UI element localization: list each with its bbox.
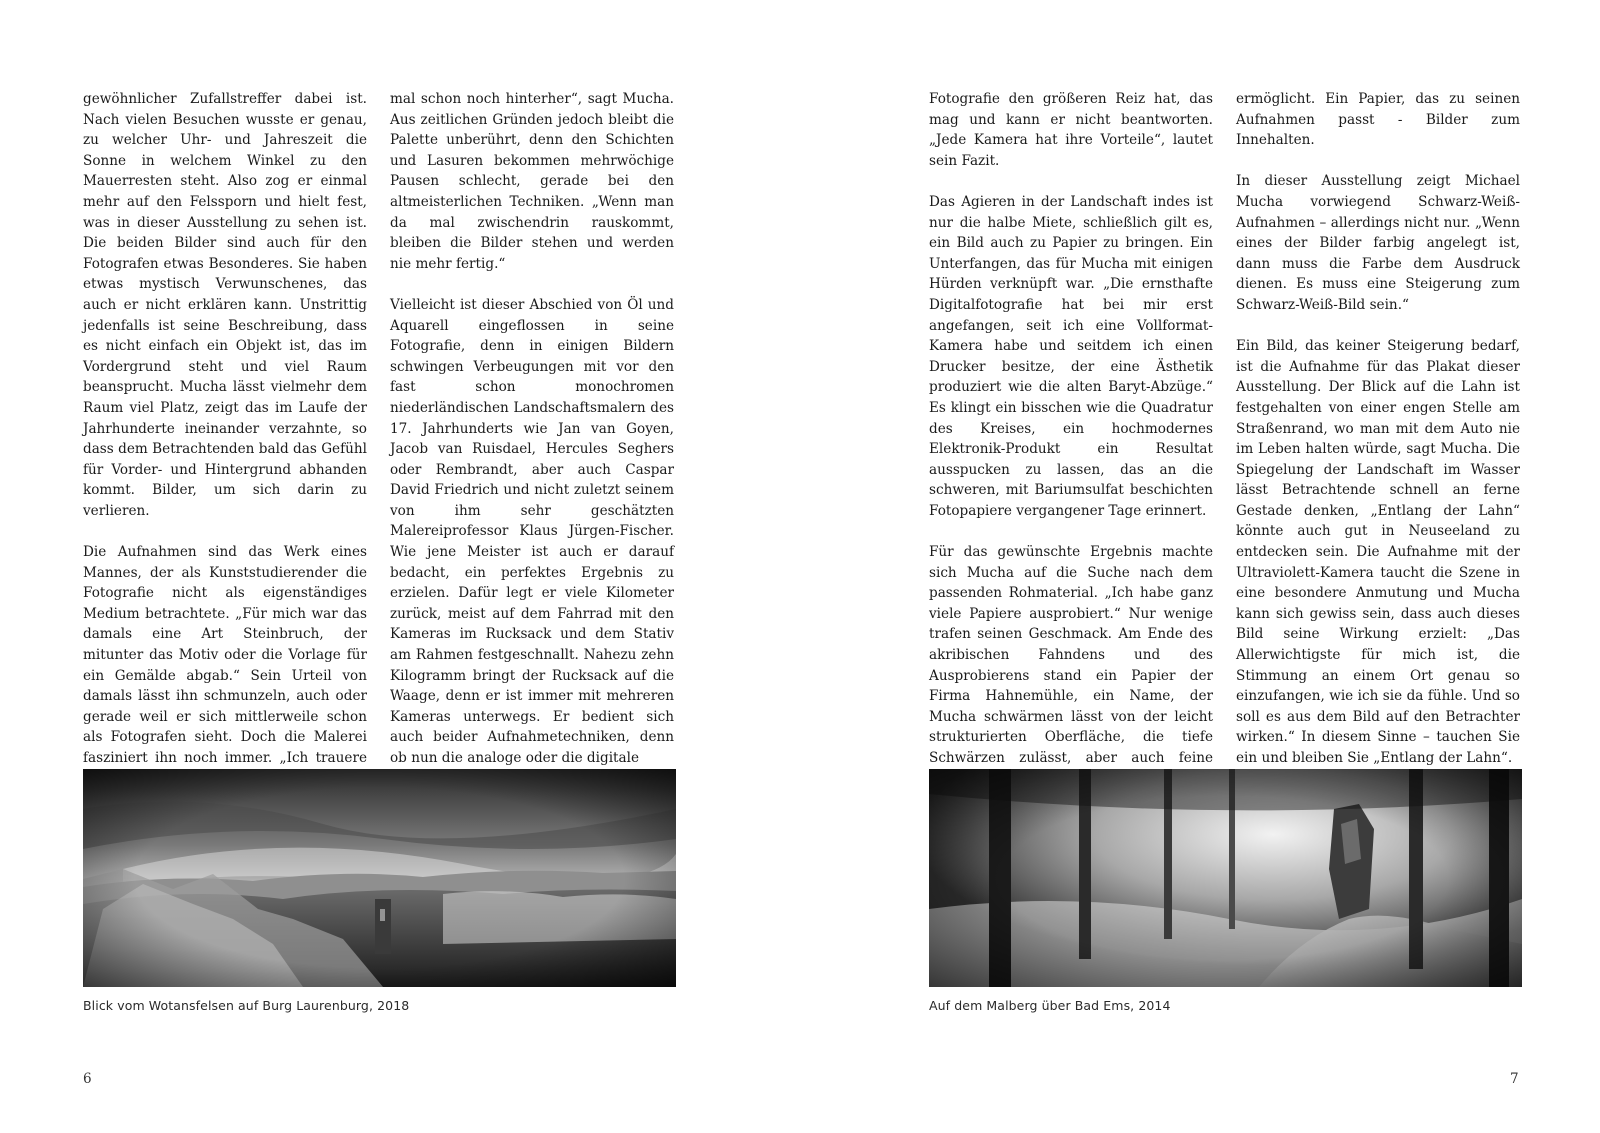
paragraph: ermöglicht. Ein Papier, das zu seinen Aufnahmen passt - Bilder zum Innehalten.	[1236, 91, 1520, 149]
paragraph: Die Aufnahmen sind das Werk eines Mannes, der als Kunststudierender die Fotografie nicht als eigenständiges Medium betrachtete. „Für mich war das damals eine Art Steinbruch, der mitunter das Motiv oder die Vorlage für ein Gemälde abgab.“ Sein Urteil von damals lässt ihn schmunzeln, auch oder gerade weil er sich mittlerweile schon als Fotografen sieht. Doch die Malerei fasziniert ihn noch immer. „Ich trauere	[83, 544, 367, 766]
left-page-column-2	[390, 89, 674, 769]
landscape-photo-burg-laurenburg	[83, 769, 676, 987]
paragraph: Für das gewünschte Ergebnis machte sich Mucha auf die Suche nach dem passenden Rohmaterial. „Ich habe ganz viele Papiere ausprobiert.“ Nur wenige trafen seinen Geschmack. Am Ende des akribischen Fahndens und des Ausprobierens stand ein Papier der Firma Hahnemühle, ein Name, der Mucha schwärmen lässt von der leicht strukturierten Oberfläche, die tiefe Schwärzen zulässt, aber auch feine	[929, 544, 1213, 766]
landscape-photo-image	[83, 769, 676, 987]
paragraph: Ein Bild, das keiner Steigerung bedarf, ist die Aufnahme für das Plakat dieser Ausstellung. Der Blick auf die Lahn ist festgehalten von einer engen Stelle am Straßenrand, wo man mit dem Auto nie im Leben halten würde, sagt Mucha. Die Spiegelung der Landschaft im Wasser lässt Betrachtende schnell an ferne Gestade denken, „Entlang der Lahn“ könnte auch gut in Neuseeland zu entdecken sein. Die Aufnahme mit der Ultraviolett-Kamera taucht die Szene in eine besondere Anmutung und Mucha kann sich gewiss sein, dass auch dieses Bild seine Wirkung erzielt: „Das Allerwichtigste für mich ist, die Stimmung an einem Ort genau so einzufangen, wie ich sie da fühle. Und so soll es aus dem Bild auf den Betrachter wirken.“ In diesem Sinne – tauchen Sie ein und bleiben Sie „Entlang der Lahn“.	[1236, 338, 1520, 766]
paragraph: In dieser Ausstellung zeigt Michael Mucha vorwiegend Schwarz-Weiß-Aufnahmen – allerdings nicht nur. „Wenn eines der Bilder farbig angelegt ist, dann muss die Farbe dem Ausdruck dienen. Es muss eine Steigerung zum Schwarz-Weiß-Bild sein.“	[1236, 173, 1520, 313]
paragraph: Das Agieren in der Landschaft indes ist nur die halbe Miete, schließlich gilt es, ein Bild auch zu Papier zu bringen. Ein Unterfangen, das für Mucha mit einigen Hürden verknüpft war. „Die ernsthafte Digitalfotografie hat bei mir erst angefangen, seit ich eine Vollformat-Kamera habe und seitdem ich einen Drucker besitze, der eine Ästhetik produziert wie die alten Baryt-Abzüge.“ Es klingt ein bisschen wie die Quadratur des Kreises, ein hochmodernes Elektronik-Produkt ein Resultat ausspucken zu lassen, das an die schweren, mit Bariumsulfat beschichten Fotopapiere vergangener Tage erinnert.	[929, 193, 1213, 519]
forest-photo-image	[929, 769, 1522, 987]
paragraph: mal schon noch hinterher“, sagt Mucha. Aus zeitlichen Gründen jedoch bleibt die Palette unberührt, denn den Schichten und Lasuren bekommen mehrwöchige Pausen schlecht, gerade bei den altmeisterlichen Techniken. „Wenn man da mal zwischendrin rauskommt, bleiben die Bilder stehen und werden nie mehr fertig.“	[390, 91, 674, 272]
right-page-column-2	[1236, 89, 1520, 769]
page-number-left: 6	[83, 1071, 92, 1087]
left-page-column-1	[83, 89, 367, 789]
paragraph: Fotografie den größeren Reiz hat, das mag und kann er nicht beantworten. „Jede Kamera hat ihre Vorteile“, lautet sein Fazit.	[929, 91, 1213, 169]
right-page-column-1	[929, 89, 1213, 789]
forest-photo-malberg	[929, 769, 1522, 987]
paragraph: gewöhnlicher Zufallstreffer dabei ist. Nach vielen Besuchen wusste er genau, zu welcher Uhr- und Jahreszeit die Sonne in welchem Winkel zu den Mauerresten steht. Also zog er einmal mehr auf den Felssporn und hielt fest, was in dieser Ausstellung zu sehen ist. Die beiden Bilder sind auch für den Fotografen etwas Besonderes. Sie haben etwas mystisch Verwunschenes, das auch er nicht erklären kann. Unstrittig jedenfalls ist seine Beschreibung, dass es nicht einfach ein Objekt ist, das im Vordergrund steht und viel Raum beansprucht. Mucha lässt vielmehr dem Raum viel Platz, zeigt das im Laufe der Jahrhunderte ineinander verzahnte, so dass dem Betrachtenden bald das Gefühl für Vorder- und Hintergrund abhanden kommt. Bilder, um sich darin zu verlieren.	[83, 91, 367, 519]
photo-caption-left: Blick vom Wotansfelsen auf Burg Laurenburg, 2018	[83, 998, 410, 1013]
page-number-right: 7	[1510, 1071, 1519, 1087]
paragraph: Vielleicht ist dieser Abschied von Öl und Aquarell eingeflossen in seine Fotografie, denn in einigen Bildern schwingen Verbeugungen mit vor den fast schon monochromen niederländischen Landschaftsmalern des 17. Jahrhunderts wie Jan van Goyen, Jacob van Ruisdael, Hercules Seghers oder Rembrandt, aber auch Caspar David Friedrich und nicht zuletzt seinem von ihm sehr geschätzten Malereiprofessor Klaus Jürgen-Fischer. Wie jene Meister ist auch er darauf bedacht, ein perfektes Ergebnis zu erzielen. Dafür legt er viele Kilometer zurück, meist auf dem Fahrrad mit den Kameras im Rucksack und dem Stativ am Rahmen festgeschnallt. Nahezu zehn Kilogramm bringt der Rucksack auf die Waage, denn er ist immer mit mehreren Kameras unterwegs. Er bedient sich auch beider Aufnahmetechniken, denn ob nun die analoge oder die digitale	[390, 296, 674, 766]
photo-caption-right: Auf dem Malberg über Bad Ems, 2014	[929, 998, 1171, 1013]
